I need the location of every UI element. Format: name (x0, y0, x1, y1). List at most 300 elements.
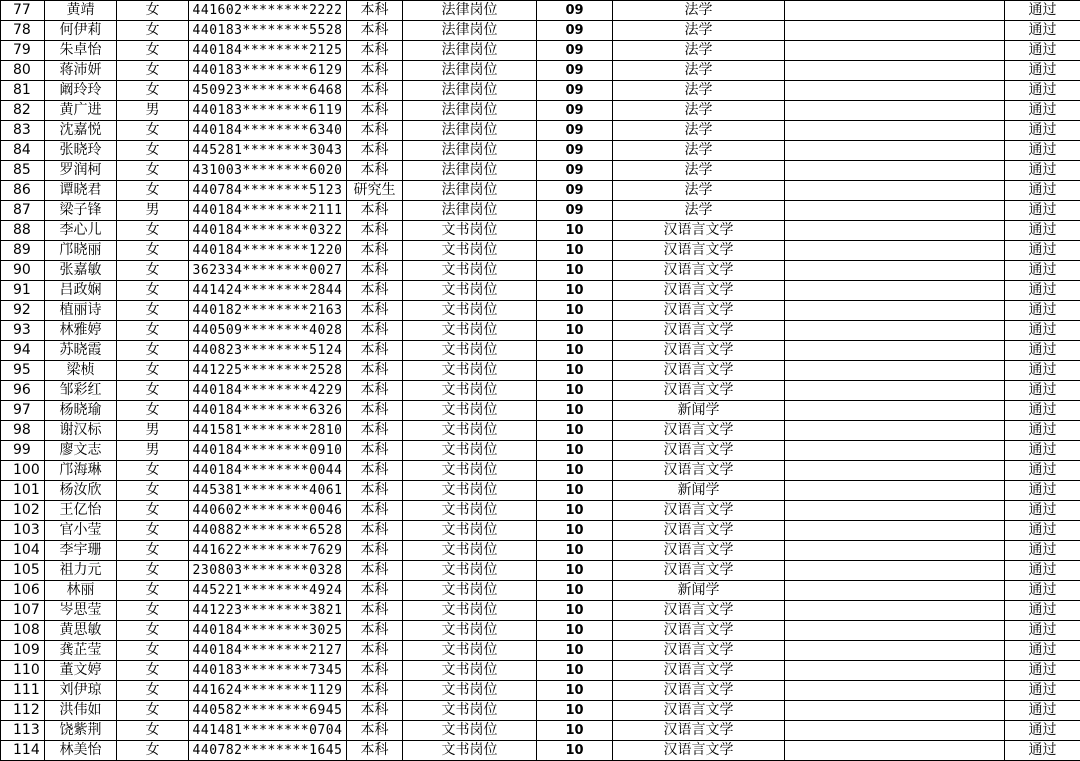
table-row (1, 241, 1080, 261)
id-number-cell: 230803********0328 (189, 561, 347, 581)
blank-cell (785, 181, 1005, 201)
sex-cell: 女 (117, 61, 189, 81)
name-cell: 林丽 (45, 581, 117, 601)
position-cell: 文书岗位 (403, 561, 537, 581)
result-cell: 通过 (1005, 141, 1080, 161)
sex-cell: 男 (117, 421, 189, 441)
education-cell: 本科 (347, 141, 403, 161)
row-number-cell: 105 (1, 561, 45, 581)
position-code-cell: 10 (537, 241, 613, 261)
row-number-cell: 81 (1, 81, 45, 101)
row-number-cell: 111 (1, 681, 45, 701)
major-cell: 法学 (613, 181, 785, 201)
sex-cell: 女 (117, 481, 189, 501)
position-cell: 文书岗位 (403, 281, 537, 301)
education-cell: 本科 (347, 101, 403, 121)
blank-cell (785, 361, 1005, 381)
result-cell: 通过 (1005, 21, 1080, 41)
position-cell: 法律岗位 (403, 21, 537, 41)
blank-cell (785, 121, 1005, 141)
result-cell: 通过 (1005, 41, 1080, 61)
major-cell: 法学 (613, 21, 785, 41)
education-cell: 本科 (347, 621, 403, 641)
sex-cell: 女 (117, 521, 189, 541)
education-cell: 本科 (347, 281, 403, 301)
education-cell: 本科 (347, 61, 403, 81)
sex-cell: 女 (117, 241, 189, 261)
row-number-cell: 112 (1, 701, 45, 721)
result-cell: 通过 (1005, 541, 1080, 561)
id-number-cell: 440184********0322 (189, 221, 347, 241)
sex-cell: 女 (117, 721, 189, 741)
position-cell: 文书岗位 (403, 361, 537, 381)
table-row (1, 21, 1080, 41)
position-cell: 文书岗位 (403, 401, 537, 421)
education-cell: 本科 (347, 441, 403, 461)
education-cell: 研究生 (347, 181, 403, 201)
row-number-cell: 99 (1, 441, 45, 461)
row-number-cell: 107 (1, 601, 45, 621)
row-number-cell: 92 (1, 301, 45, 321)
row-number-cell: 102 (1, 501, 45, 521)
id-number-cell: 440184********2125 (189, 41, 347, 61)
major-cell: 汉语言文学 (613, 261, 785, 281)
result-cell: 通过 (1005, 1, 1080, 21)
major-cell: 新闻学 (613, 581, 785, 601)
position-code-cell: 10 (537, 221, 613, 241)
position-cell: 文书岗位 (403, 721, 537, 741)
position-code-cell: 10 (537, 361, 613, 381)
position-cell: 文书岗位 (403, 221, 537, 241)
sex-cell: 女 (117, 301, 189, 321)
id-number-cell: 440184********2111 (189, 201, 347, 221)
name-cell: 李宇珊 (45, 541, 117, 561)
blank-cell (785, 741, 1005, 761)
sex-cell: 女 (117, 321, 189, 341)
row-number-cell: 91 (1, 281, 45, 301)
major-cell: 汉语言文学 (613, 741, 785, 761)
position-code-cell: 10 (537, 661, 613, 681)
sex-cell: 女 (117, 261, 189, 281)
name-cell: 林雅婷 (45, 321, 117, 341)
position-code-cell: 10 (537, 441, 613, 461)
major-cell: 汉语言文学 (613, 321, 785, 341)
result-cell: 通过 (1005, 721, 1080, 741)
name-cell: 蒋沛妍 (45, 61, 117, 81)
id-number-cell: 440509********4028 (189, 321, 347, 341)
row-number-cell: 83 (1, 121, 45, 141)
result-cell: 通过 (1005, 501, 1080, 521)
result-cell: 通过 (1005, 81, 1080, 101)
major-cell: 汉语言文学 (613, 301, 785, 321)
table-row (1, 101, 1080, 121)
major-cell: 汉语言文学 (613, 461, 785, 481)
position-code-cell: 10 (537, 581, 613, 601)
position-code-cell: 10 (537, 501, 613, 521)
name-cell: 张嘉敏 (45, 261, 117, 281)
id-number-cell: 431003********6020 (189, 161, 347, 181)
major-cell: 汉语言文学 (613, 221, 785, 241)
education-cell: 本科 (347, 301, 403, 321)
position-cell: 法律岗位 (403, 61, 537, 81)
education-cell: 本科 (347, 341, 403, 361)
row-number-cell: 101 (1, 481, 45, 501)
result-cell: 通过 (1005, 101, 1080, 121)
sex-cell: 女 (117, 1, 189, 21)
sex-cell: 女 (117, 601, 189, 621)
row-number-cell: 79 (1, 41, 45, 61)
row-number-cell: 80 (1, 61, 45, 81)
major-cell: 法学 (613, 41, 785, 61)
sex-cell: 女 (117, 381, 189, 401)
row-number-cell: 113 (1, 721, 45, 741)
result-cell: 通过 (1005, 601, 1080, 621)
position-cell: 文书岗位 (403, 541, 537, 561)
table-row (1, 361, 1080, 381)
id-number-cell: 440183********6119 (189, 101, 347, 121)
major-cell: 汉语言文学 (613, 441, 785, 461)
position-code-cell: 09 (537, 121, 613, 141)
sex-cell: 女 (117, 401, 189, 421)
table-row (1, 721, 1080, 741)
position-cell: 文书岗位 (403, 341, 537, 361)
row-number-cell: 114 (1, 741, 45, 761)
sex-cell: 男 (117, 441, 189, 461)
result-cell: 通过 (1005, 581, 1080, 601)
result-cell: 通过 (1005, 241, 1080, 261)
sex-cell: 女 (117, 341, 189, 361)
position-code-cell: 10 (537, 281, 613, 301)
position-code-cell: 09 (537, 161, 613, 181)
sex-cell: 女 (117, 81, 189, 101)
table-row (1, 401, 1080, 421)
education-cell: 本科 (347, 521, 403, 541)
education-cell: 本科 (347, 161, 403, 181)
name-cell: 龚芷莹 (45, 641, 117, 661)
position-code-cell: 10 (537, 421, 613, 441)
row-number-cell: 104 (1, 541, 45, 561)
blank-cell (785, 681, 1005, 701)
education-cell: 本科 (347, 261, 403, 281)
result-cell: 通过 (1005, 701, 1080, 721)
table-row (1, 261, 1080, 281)
table-row (1, 1, 1080, 21)
table-row (1, 181, 1080, 201)
id-number-cell: 440782********1645 (189, 741, 347, 761)
position-code-cell: 09 (537, 81, 613, 101)
position-code-cell: 10 (537, 261, 613, 281)
sex-cell: 女 (117, 561, 189, 581)
position-code-cell: 10 (537, 321, 613, 341)
result-cell: 通过 (1005, 681, 1080, 701)
major-cell: 法学 (613, 101, 785, 121)
table-row (1, 381, 1080, 401)
id-number-cell: 440184********4229 (189, 381, 347, 401)
sex-cell: 女 (117, 681, 189, 701)
row-number-cell: 77 (1, 1, 45, 21)
row-number-cell: 87 (1, 201, 45, 221)
position-code-cell: 09 (537, 101, 613, 121)
blank-cell (785, 621, 1005, 641)
position-cell: 法律岗位 (403, 161, 537, 181)
major-cell: 汉语言文学 (613, 341, 785, 361)
position-cell: 文书岗位 (403, 421, 537, 441)
table-row (1, 61, 1080, 81)
position-code-cell: 09 (537, 61, 613, 81)
blank-cell (785, 441, 1005, 461)
major-cell: 汉语言文学 (613, 361, 785, 381)
id-number-cell: 440184********0044 (189, 461, 347, 481)
education-cell: 本科 (347, 201, 403, 221)
position-cell: 文书岗位 (403, 301, 537, 321)
education-cell: 本科 (347, 1, 403, 21)
id-number-cell: 440183********6129 (189, 61, 347, 81)
row-number-cell: 82 (1, 101, 45, 121)
row-number-cell: 98 (1, 421, 45, 441)
result-cell: 通过 (1005, 441, 1080, 461)
id-number-cell: 440602********0046 (189, 501, 347, 521)
result-cell: 通过 (1005, 321, 1080, 341)
blank-cell (785, 581, 1005, 601)
name-cell: 谭晓君 (45, 181, 117, 201)
table-row (1, 521, 1080, 541)
id-number-cell: 441223********3821 (189, 601, 347, 621)
table-row (1, 661, 1080, 681)
id-number-cell: 441624********1129 (189, 681, 347, 701)
education-cell: 本科 (347, 81, 403, 101)
position-cell: 文书岗位 (403, 641, 537, 661)
major-cell: 法学 (613, 141, 785, 161)
blank-cell (785, 661, 1005, 681)
education-cell: 本科 (347, 641, 403, 661)
row-number-cell: 97 (1, 401, 45, 421)
blank-cell (785, 161, 1005, 181)
table-body (1, 1, 1080, 761)
major-cell: 汉语言文学 (613, 601, 785, 621)
row-number-cell: 95 (1, 361, 45, 381)
education-cell: 本科 (347, 381, 403, 401)
name-cell: 罗润柯 (45, 161, 117, 181)
sex-cell: 女 (117, 181, 189, 201)
major-cell: 汉语言文学 (613, 241, 785, 261)
id-number-cell: 440184********1220 (189, 241, 347, 261)
position-code-cell: 09 (537, 1, 613, 21)
position-cell: 文书岗位 (403, 321, 537, 341)
table-row (1, 621, 1080, 641)
name-cell: 邝晓丽 (45, 241, 117, 261)
blank-cell (785, 321, 1005, 341)
position-code-cell: 10 (537, 521, 613, 541)
id-number-cell: 440182********2163 (189, 301, 347, 321)
name-cell: 谢汉标 (45, 421, 117, 441)
row-number-cell: 94 (1, 341, 45, 361)
id-number-cell: 440183********5528 (189, 21, 347, 41)
education-cell: 本科 (347, 601, 403, 621)
position-code-cell: 09 (537, 141, 613, 161)
major-cell: 汉语言文学 (613, 541, 785, 561)
education-cell: 本科 (347, 661, 403, 681)
blank-cell (785, 481, 1005, 501)
result-cell: 通过 (1005, 261, 1080, 281)
position-code-cell: 10 (537, 621, 613, 641)
position-cell: 法律岗位 (403, 201, 537, 221)
name-cell: 梁子锋 (45, 201, 117, 221)
education-cell: 本科 (347, 21, 403, 41)
major-cell: 汉语言文学 (613, 681, 785, 701)
major-cell: 汉语言文学 (613, 381, 785, 401)
position-cell: 文书岗位 (403, 601, 537, 621)
table-row (1, 141, 1080, 161)
education-cell: 本科 (347, 541, 403, 561)
major-cell: 汉语言文学 (613, 701, 785, 721)
education-cell: 本科 (347, 241, 403, 261)
table-row (1, 441, 1080, 461)
result-cell: 通过 (1005, 381, 1080, 401)
id-number-cell: 362334********0027 (189, 261, 347, 281)
major-cell: 法学 (613, 121, 785, 141)
result-cell: 通过 (1005, 121, 1080, 141)
result-cell: 通过 (1005, 61, 1080, 81)
id-number-cell: 440823********5124 (189, 341, 347, 361)
id-number-cell: 441602********2222 (189, 1, 347, 21)
table-row (1, 421, 1080, 441)
id-number-cell: 440184********0910 (189, 441, 347, 461)
name-cell: 官小莹 (45, 521, 117, 541)
blank-cell (785, 21, 1005, 41)
position-cell: 文书岗位 (403, 741, 537, 761)
education-cell: 本科 (347, 361, 403, 381)
position-cell: 法律岗位 (403, 41, 537, 61)
name-cell: 廖文志 (45, 441, 117, 461)
result-cell: 通过 (1005, 161, 1080, 181)
table-row (1, 41, 1080, 61)
major-cell: 汉语言文学 (613, 641, 785, 661)
position-code-cell: 09 (537, 41, 613, 61)
table-row (1, 701, 1080, 721)
name-cell: 饶紫荆 (45, 721, 117, 741)
position-code-cell: 09 (537, 201, 613, 221)
name-cell: 梁桢 (45, 361, 117, 381)
major-cell: 汉语言文学 (613, 421, 785, 441)
result-cell: 通过 (1005, 741, 1080, 761)
sex-cell: 女 (117, 281, 189, 301)
blank-cell (785, 401, 1005, 421)
major-cell: 汉语言文学 (613, 621, 785, 641)
row-number-cell: 88 (1, 221, 45, 241)
table-row (1, 161, 1080, 181)
position-cell: 文书岗位 (403, 501, 537, 521)
blank-cell (785, 281, 1005, 301)
position-cell: 文书岗位 (403, 661, 537, 681)
id-number-cell: 445381********4061 (189, 481, 347, 501)
table-row (1, 641, 1080, 661)
position-cell: 文书岗位 (403, 461, 537, 481)
major-cell: 新闻学 (613, 481, 785, 501)
result-cell: 通过 (1005, 421, 1080, 441)
result-cell: 通过 (1005, 221, 1080, 241)
education-cell: 本科 (347, 481, 403, 501)
blank-cell (785, 561, 1005, 581)
major-cell: 汉语言文学 (613, 501, 785, 521)
result-cell: 通过 (1005, 621, 1080, 641)
name-cell: 吕政娴 (45, 281, 117, 301)
position-cell: 文书岗位 (403, 701, 537, 721)
sex-cell: 女 (117, 641, 189, 661)
name-cell: 杨汝欣 (45, 481, 117, 501)
education-cell: 本科 (347, 741, 403, 761)
blank-cell (785, 501, 1005, 521)
table-row (1, 201, 1080, 221)
table-row (1, 341, 1080, 361)
position-code-cell: 10 (537, 721, 613, 741)
blank-cell (785, 241, 1005, 261)
position-cell: 文书岗位 (403, 621, 537, 641)
result-cell: 通过 (1005, 641, 1080, 661)
position-code-cell: 10 (537, 681, 613, 701)
row-number-cell: 96 (1, 381, 45, 401)
name-cell: 刘伊琼 (45, 681, 117, 701)
position-cell: 法律岗位 (403, 101, 537, 121)
education-cell: 本科 (347, 581, 403, 601)
position-cell: 文书岗位 (403, 381, 537, 401)
name-cell: 王亿怡 (45, 501, 117, 521)
major-cell: 法学 (613, 61, 785, 81)
row-number-cell: 110 (1, 661, 45, 681)
name-cell: 阚玲玲 (45, 81, 117, 101)
education-cell: 本科 (347, 701, 403, 721)
education-cell: 本科 (347, 401, 403, 421)
name-cell: 董文婷 (45, 661, 117, 681)
result-cell: 通过 (1005, 341, 1080, 361)
blank-cell (785, 601, 1005, 621)
blank-cell (785, 701, 1005, 721)
sex-cell: 女 (117, 21, 189, 41)
row-number-cell: 100 (1, 461, 45, 481)
id-number-cell: 440184********6326 (189, 401, 347, 421)
table-row (1, 741, 1080, 761)
row-number-cell: 103 (1, 521, 45, 541)
id-number-cell: 441481********0704 (189, 721, 347, 741)
table-row (1, 581, 1080, 601)
sex-cell: 女 (117, 661, 189, 681)
name-cell: 邝海琳 (45, 461, 117, 481)
id-number-cell: 440183********7345 (189, 661, 347, 681)
sex-cell: 女 (117, 541, 189, 561)
blank-cell (785, 61, 1005, 81)
id-number-cell: 440184********3025 (189, 621, 347, 641)
sex-cell: 女 (117, 141, 189, 161)
row-number-cell: 93 (1, 321, 45, 341)
table-row (1, 501, 1080, 521)
education-cell: 本科 (347, 121, 403, 141)
name-cell: 林美怡 (45, 741, 117, 761)
major-cell: 汉语言文学 (613, 521, 785, 541)
row-number-cell: 78 (1, 21, 45, 41)
education-cell: 本科 (347, 321, 403, 341)
major-cell: 汉语言文学 (613, 661, 785, 681)
major-cell: 法学 (613, 161, 785, 181)
education-cell: 本科 (347, 421, 403, 441)
name-cell: 朱卓怡 (45, 41, 117, 61)
name-cell: 植丽诗 (45, 301, 117, 321)
result-cell: 通过 (1005, 281, 1080, 301)
row-number-cell: 106 (1, 581, 45, 601)
position-cell: 文书岗位 (403, 521, 537, 541)
blank-cell (785, 461, 1005, 481)
name-cell: 黄靖 (45, 1, 117, 21)
major-cell: 汉语言文学 (613, 281, 785, 301)
position-cell: 文书岗位 (403, 481, 537, 501)
